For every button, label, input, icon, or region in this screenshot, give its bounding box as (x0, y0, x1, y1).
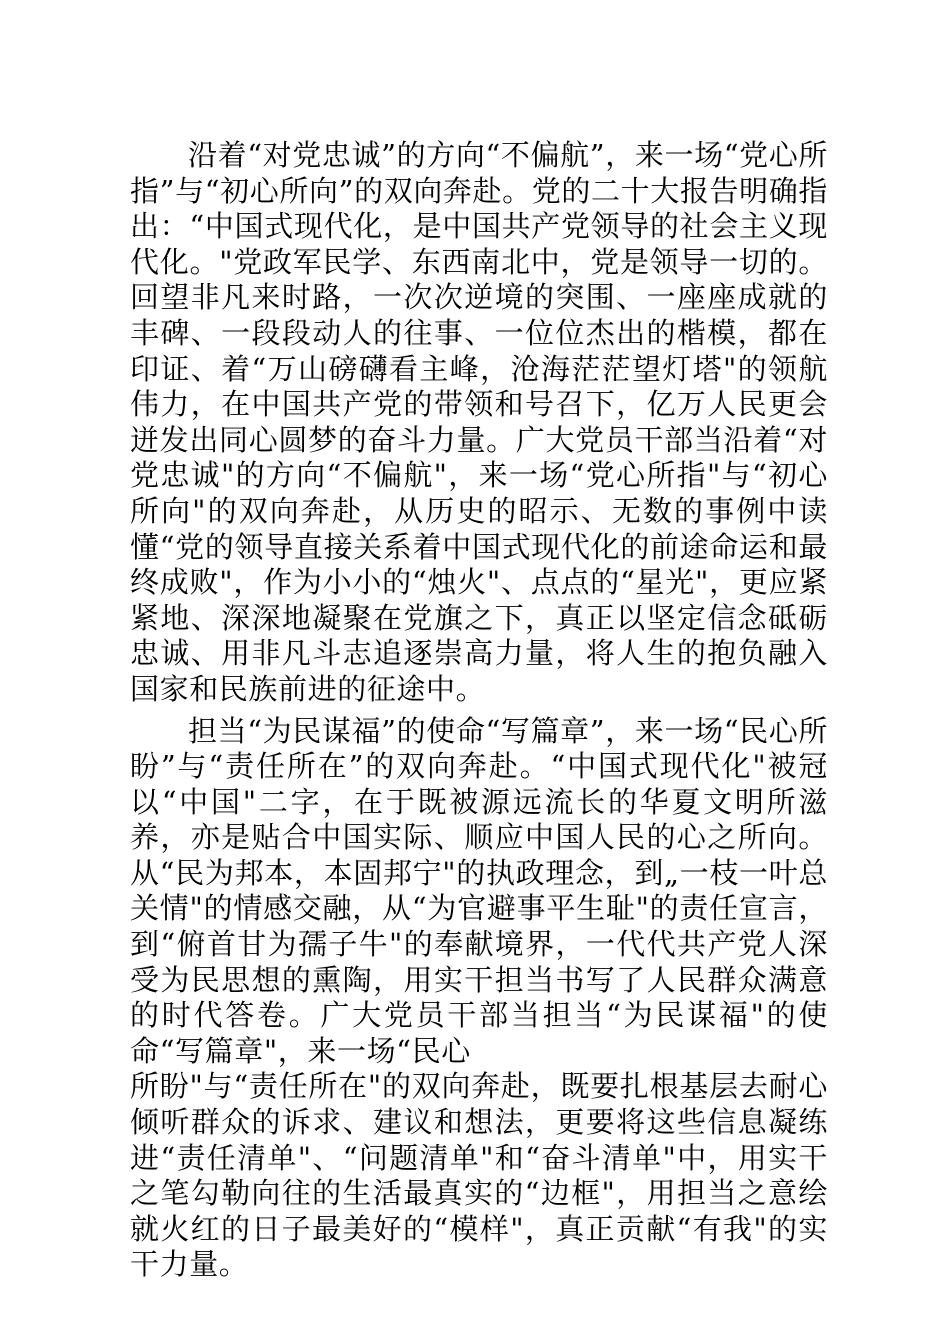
paragraph-loyalty: 沿着“对党忠诚”的方向“不偏航”，来一场“党心所指”与“初心所向”的双向奔赴。党的二十大报告明确指出：“中国式现代化，是中国共产党领导的社会主义现代化。"党政军民学、东西南北中，党是领导一切的。回望非凡来时路，一次次逆境的突围、一座座成就的丰碑、一段段动人的往事、一位位杰出的楷模，都在印证、着“万山磅礴看主峰，沧海茫茫望灯塔"的领航伟力，在中国共产党的带领和号召下，亿万人民更会迸发出同心圆梦的奋斗力量。广大党员干部当沿着“对党忠诚"的方向“不偏航"，来一场“党心所指"与“初心所向"的双向奔赴，从历史的昭示、无数的事例中读懂“党的领导直接关系着中国式现代化的前途命运和最终成败"，作为小小的“烛火"、点点的“星光"，更应紧紧地、深深地凝聚在党旗之下，真正以坚定信念砥砺忠诚、用非凡斗志追逐崇高力量，将人生的抱负融入国家和民族前进的征途中。 (130, 138, 828, 706)
document-body (130, 138, 828, 1283)
paragraph-continuation: 所盼"与“责任所在"的双向奔赴，既要扎根基层去耐心倾听群众的诉求、建议和想法，更要将这些信息凝练进“责任清单"、“问题清单"和“奋斗清单"中，用实干之笔勾勒向往的生活最真实的“边框"，用担当之意绘就火红的日子最美好的“模样"，真正贡献“有我"的实干力量。 (130, 1069, 828, 1282)
paragraph-people: 担当“为民谋福”的使命“写篇章”，来一场“民心所盼”与“责任所在”的双向奔赴。“中国式现代化"被冠以“中国"二字，在于既被源远流长的华夏文明所滋养，亦是贴合中国实际、顺应中国人民的心之所向。从“民为邦本，本固邦宁"的执政理念，到„一枝一叶总关情"的情感交融，从“为官避事平生耻"的责任宣言，到“俯首甘为孺子牛"的奉献境界，一代代共产党人深受为民思想的熏陶，用实干担当书写了人民群众满意的时代答卷。广大党员干部当担当“为民谋福"的使命“写篇章"，来一场“民心 (130, 713, 828, 1068)
